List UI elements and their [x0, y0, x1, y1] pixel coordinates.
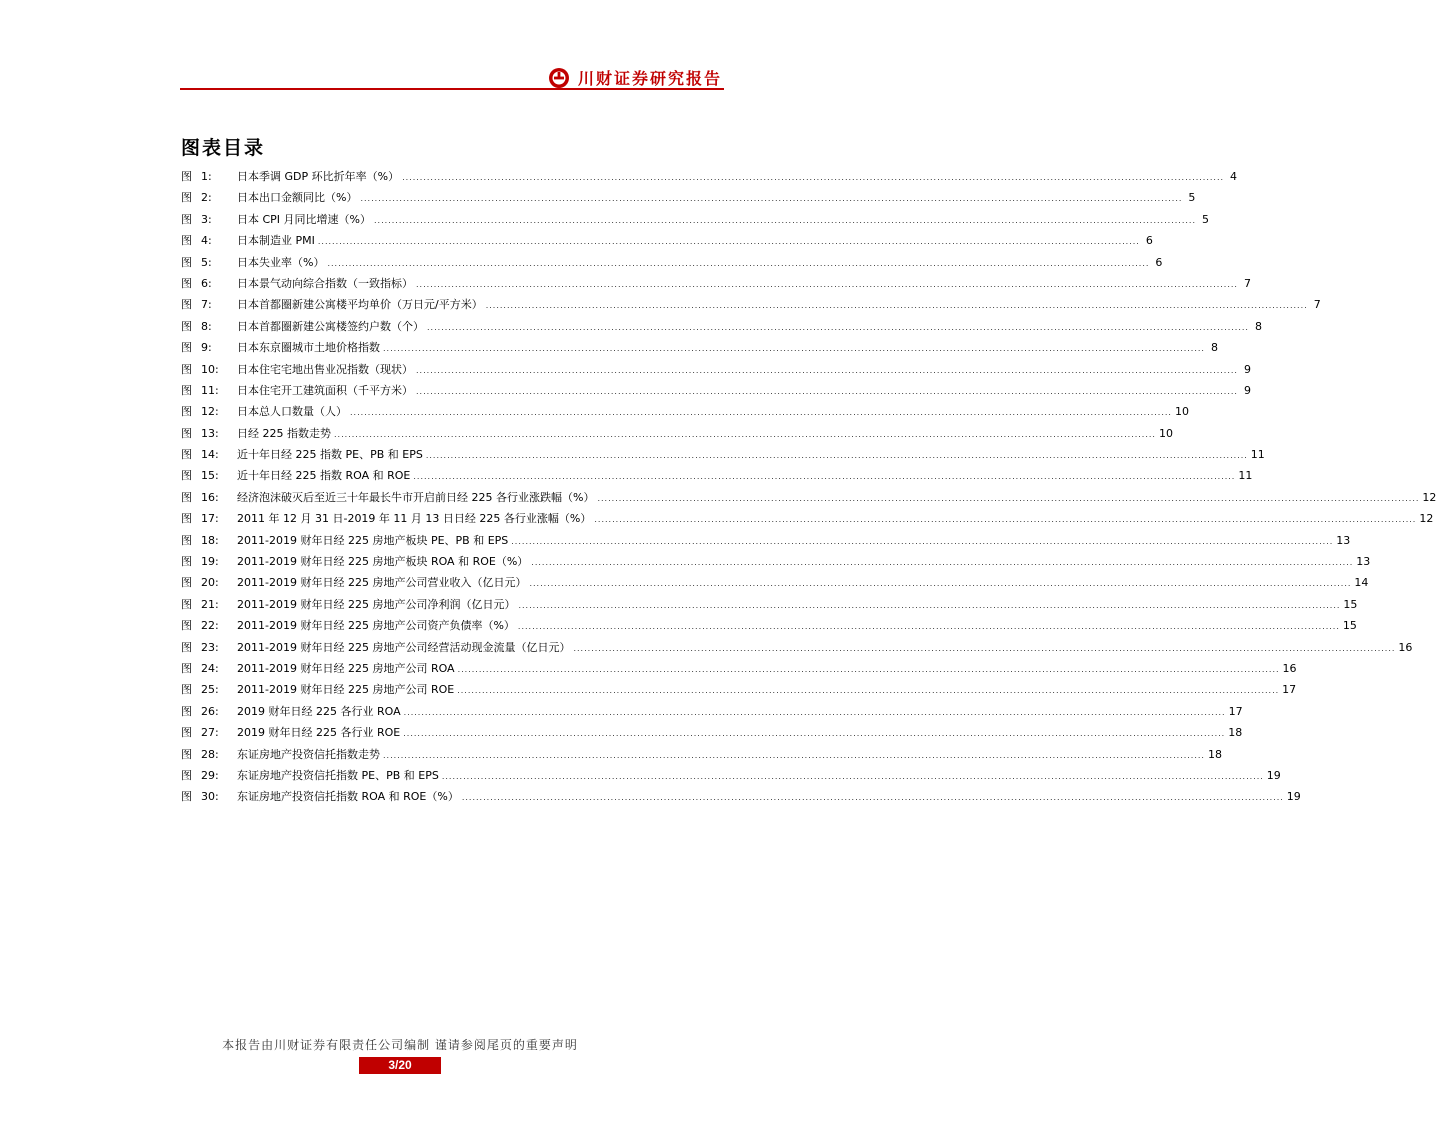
toc-entry-prefix — [181, 722, 237, 743]
toc-entry-leader-dots: ........................................................................................................................................................................................................................................ — [427, 322, 1249, 332]
toc-entry-number: 22: — [201, 619, 219, 633]
toc-entry-title: 2019 财年日经 225 各行业 ROE — [237, 726, 401, 740]
toc-entry-leader-dots: ........................................................................................................................................................................................................................................ — [517, 622, 1340, 632]
header-divider — [180, 88, 724, 90]
toc-entry-leader-dots: ........................................................................................................................................................................................................................................ — [327, 258, 1150, 268]
toc-entry-prefix — [181, 273, 237, 294]
toc-entry[interactable] — [181, 316, 1262, 337]
toc-entry[interactable] — [181, 615, 1357, 636]
toc-entry-prefix — [181, 658, 237, 679]
toc-entry-page-number: 9 — [1243, 383, 1251, 397]
toc-entry-leader-dots: ........................................................................................................................................................................................................................................ — [383, 344, 1205, 354]
toc-entry-prefix — [181, 187, 237, 208]
toc-entry[interactable] — [181, 679, 1297, 700]
toc-entry[interactable] — [181, 187, 1196, 208]
toc-entry-title: 日本失业率（%） — [237, 255, 325, 269]
toc-entry-title: 日本首都圈新建公寓楼签约户数（个） — [237, 319, 424, 333]
toc-entry-number: 5: — [201, 255, 212, 269]
toc-entry-figure-label: 图 — [181, 405, 192, 419]
toc-entry-figure-label: 图 — [181, 426, 192, 440]
toc-entry-leader-dots: ........................................................................................................................................................................................................................................ — [518, 600, 1341, 610]
toc-entry-leader-dots: ........................................................................................................................................................................................................................................ — [416, 365, 1238, 375]
toc-entry-figure-label: 图 — [181, 619, 192, 633]
toc-entry-prefix — [181, 444, 237, 465]
toc-entry-prefix — [181, 744, 237, 765]
toc-entry-figure-label: 图 — [181, 597, 192, 611]
toc-entry[interactable] — [181, 572, 1369, 593]
toc-entry-leader-dots: ........................................................................................................................................................................................................................................ — [573, 643, 1396, 653]
toc-entry-number: 28: — [201, 747, 219, 761]
toc-entry-title: 2011-2019 财年日经 225 房地产公司资产负债率（%） — [237, 619, 515, 633]
toc-entry[interactable] — [181, 487, 1436, 508]
toc-entry-prefix — [181, 701, 237, 722]
toc-entry-number: 11: — [201, 383, 219, 397]
page-header — [0, 0, 800, 100]
toc-entry-prefix — [181, 294, 237, 315]
toc-entry[interactable] — [181, 359, 1251, 380]
toc-entry-page-number: 9 — [1243, 362, 1251, 376]
toc-entry-leader-dots: ........................................................................................................................................................................................................................................ — [383, 750, 1205, 760]
toc-entry-page-number: 19 — [1266, 768, 1281, 782]
toc-entry-page-number: 19 — [1286, 790, 1301, 804]
toc-entry-figure-label: 图 — [181, 298, 192, 312]
toc-entry-title: 日本住宅开工建筑面积（千平方米） — [237, 383, 413, 397]
toc-entry[interactable] — [181, 508, 1434, 529]
toc-entry-title: 2011-2019 财年日经 225 房地产公司 ROE — [237, 683, 455, 697]
toc-entry-title: 东证房地产投资信托指数 ROA 和 ROE（%） — [237, 790, 459, 804]
toc-entry-figure-label: 图 — [181, 555, 192, 569]
toc-entry-title: 日本总人口数量（人） — [237, 405, 347, 419]
toc-entry-prefix — [181, 572, 237, 593]
toc-entry-title: 经济泡沫破灭后至近三十年最长牛市开启前日经 225 各行业涨跌幅（%） — [237, 490, 595, 504]
toc-entry-figure-label: 图 — [181, 640, 192, 654]
toc-entry-prefix — [181, 316, 237, 337]
toc-entry-number: 30: — [201, 790, 219, 804]
toc-entry-figure-label: 图 — [181, 191, 192, 205]
toc-entry[interactable] — [181, 765, 1281, 786]
toc-entry[interactable] — [181, 637, 1413, 658]
toc-entry-leader-dots: ........................................................................................................................................................................................................................................ — [511, 536, 1334, 546]
toc-entry-prefix — [181, 230, 237, 251]
toc-entry-title: 日本首都圈新建公寓楼平均单价（万日元/平方米） — [237, 298, 483, 312]
toc-entry-leader-dots: ........................................................................................................................................................................................................................................ — [413, 472, 1236, 482]
toc-entry-number: 23: — [201, 640, 219, 654]
toc-entry-prefix — [181, 637, 237, 658]
toc-entry-figure-label: 图 — [181, 747, 192, 761]
toc-entry-number: 26: — [201, 704, 219, 718]
chuancai-logo-icon — [548, 67, 570, 89]
toc-entry-leader-dots: ........................................................................................................................................................................................................................................ — [457, 686, 1280, 696]
toc-entry-prefix — [181, 487, 237, 508]
toc-entry-title: 2011 年 12 月 31 日-2019 年 11 月 13 日日经 225 各行业涨幅（%） — [237, 512, 592, 526]
page-number-badge: 3/20 — [359, 1057, 441, 1074]
toc-entry-leader-dots: ........................................................................................................................................................................................................................................ — [350, 408, 1172, 418]
toc-entry-number: 20: — [201, 576, 219, 590]
toc-entry-number: 17: — [201, 512, 219, 526]
toc-entry[interactable] — [181, 423, 1173, 444]
toc-entry-figure-label: 图 — [181, 661, 192, 675]
toc-entry[interactable] — [181, 744, 1222, 765]
toc-entry-prefix — [181, 166, 237, 187]
toc-entry-figure-label: 图 — [181, 383, 192, 397]
toc-entry-page-number: 17 — [1282, 683, 1297, 697]
toc-entry-title: 2011-2019 财年日经 225 房地产公司经营活动现金流量（亿日元） — [237, 640, 571, 654]
toc-entry-figure-label: 图 — [181, 319, 192, 333]
toc-entry[interactable] — [181, 337, 1218, 358]
toc-entry-number: 12: — [201, 405, 219, 419]
toc-entry-page-number: 8 — [1210, 341, 1218, 355]
toc-entry[interactable] — [181, 786, 1301, 807]
brand-name: 川财证券研究报告 — [577, 69, 722, 88]
toc-entry-figure-label: 图 — [181, 341, 192, 355]
toc-entry-page-number: 5 — [1188, 191, 1196, 205]
toc-entry-title: 东证房地产投资信托指数走势 — [237, 747, 380, 761]
toc-entry-page-number: 8 — [1254, 319, 1262, 333]
toc-entry-number: 25: — [201, 683, 219, 697]
toc-entry[interactable] — [181, 658, 1297, 679]
toc-entry-figure-label: 图 — [181, 276, 192, 290]
toc-entry-title: 2011-2019 财年日经 225 房地产板块 ROA 和 ROE（%） — [237, 555, 529, 569]
toc-entry-number: 14: — [201, 448, 219, 462]
toc-entry-page-number: 12 — [1422, 490, 1436, 504]
toc-entry[interactable] — [181, 594, 1358, 615]
toc-entry-page-number: 10 — [1158, 426, 1173, 440]
toc-entry-leader-dots: ........................................................................................................................................................................................................................................ — [416, 279, 1238, 289]
toc-entry-page-number: 18 — [1228, 726, 1243, 740]
toc-entry-page-number: 4 — [1230, 170, 1238, 183]
toc-entry-title: 2019 财年日经 225 各行业 ROA — [237, 704, 401, 718]
toc-entry-title: 近十年日经 225 指数 ROA 和 ROE — [237, 469, 411, 483]
toc-entry-number: 29: — [201, 768, 219, 782]
toc-entry[interactable] — [181, 294, 1321, 315]
toc-entry[interactable] — [181, 530, 1351, 551]
toc-entry-leader-dots: ........................................................................................................................................................................................................................................ — [317, 237, 1140, 247]
toc-entry-leader-dots: ........................................................................................................................................................................................................................................ — [441, 771, 1264, 781]
toc-entry[interactable] — [181, 230, 1153, 251]
toc-entry-number: 10: — [201, 362, 219, 376]
toc-entry-title: 东证房地产投资信托指数 PE、PB 和 EPS — [237, 768, 439, 782]
toc-entry-leader-dots: ........................................................................................................................................................................................................................................ — [374, 215, 1196, 225]
toc-entry-number: 8: — [201, 319, 212, 333]
toc-entry-figure-label: 图 — [181, 469, 192, 483]
toc-entry[interactable] — [181, 465, 1253, 486]
toc-entry[interactable] — [181, 380, 1251, 401]
toc-entry-figure-label: 图 — [181, 362, 192, 376]
toc-entry-leader-dots: ........................................................................................................................................................................................................................................ — [360, 194, 1183, 204]
toc-entry-prefix — [181, 786, 237, 807]
toc-entry-title: 2011-2019 财年日经 225 房地产公司 ROA — [237, 661, 455, 675]
toc-entry-title: 日本住宅宅地出售业况指数（现状） — [237, 362, 413, 376]
toc-entry[interactable] — [181, 166, 1238, 187]
toc-entry-leader-dots: ........................................................................................................................................................................................................................................ — [485, 301, 1308, 311]
toc-entry-page-number: 10 — [1174, 405, 1189, 419]
toc-entry-figure-label: 图 — [181, 704, 192, 718]
toc-entry-number: 15: — [201, 469, 219, 483]
toc-entry-page-number: 11 — [1250, 448, 1265, 462]
toc-entry-prefix — [181, 465, 237, 486]
toc-entry-prefix — [181, 508, 237, 529]
toc-entry-leader-dots: ........................................................................................................................................................................................................................................ — [597, 493, 1420, 503]
toc-entry[interactable] — [181, 209, 1209, 230]
toc-entry-prefix — [181, 530, 237, 551]
toc-entry-page-number: 11 — [1238, 469, 1253, 483]
toc-entry-leader-dots: ........................................................................................................................................................................................................................................ — [531, 558, 1354, 568]
toc-entry[interactable] — [181, 444, 1265, 465]
toc-entry-page-number: 7 — [1313, 298, 1321, 312]
toc-entry-number: 1: — [201, 170, 212, 183]
toc-entry-leader-dots: ........................................................................................................................................................................................................................................ — [461, 793, 1284, 803]
toc-entry-prefix — [181, 252, 237, 273]
toc-entry[interactable] — [181, 551, 1371, 572]
toc-entry-prefix — [181, 551, 237, 572]
toc-entry-prefix — [181, 337, 237, 358]
toc-entry-number: 24: — [201, 661, 219, 675]
toc-entry-figure-label: 图 — [181, 490, 192, 504]
toc-entry-title: 2011-2019 财年日经 225 房地产公司营业收入（亿日元） — [237, 576, 527, 590]
toc-entry-number: 9: — [201, 341, 212, 355]
footer-disclaimer: 本报告由川财证券有限责任公司编制 谨请参阅尾页的重要声明 — [222, 1038, 578, 1052]
toc-entry-page-number: 7 — [1243, 276, 1251, 290]
toc-entry[interactable] — [181, 273, 1251, 294]
toc-list — [181, 166, 1436, 808]
toc-entry[interactable] — [181, 252, 1163, 273]
toc-entry-prefix — [181, 423, 237, 444]
toc-entry-page-number: 14 — [1354, 576, 1369, 590]
toc-entry-leader-dots: ........................................................................................................................................................................................................................................ — [403, 729, 1226, 739]
toc-entry-figure-label: 图 — [181, 234, 192, 248]
toc-entry-title: 近十年日经 225 指数 PE、PB 和 EPS — [237, 448, 423, 462]
toc-entry-page-number: 15 — [1343, 597, 1358, 611]
toc-entry-title: 日本东京圈城市土地价格指数 — [237, 341, 380, 355]
toc-entry-figure-label: 图 — [181, 726, 192, 740]
toc-entry-figure-label: 图 — [181, 683, 192, 697]
toc-entry-title: 日经 225 指数走势 — [237, 426, 331, 440]
toc-entry-page-number: 17 — [1228, 704, 1243, 718]
toc-entry-prefix — [181, 615, 237, 636]
toc-entry-page-number: 12 — [1419, 512, 1434, 526]
toc-entry-number: 16: — [201, 490, 219, 504]
toc-entry-figure-label: 图 — [181, 255, 192, 269]
toc-entry-number: 2: — [201, 191, 212, 205]
toc-entry-number: 18: — [201, 533, 219, 547]
toc-entry-page-number: 6 — [1145, 234, 1153, 248]
toc-entry-number: 6: — [201, 276, 212, 290]
toc-entry-prefix — [181, 380, 237, 401]
toc-entry-prefix — [181, 359, 237, 380]
toc-entry-figure-label: 图 — [181, 533, 192, 547]
toc-entry-figure-label: 图 — [181, 448, 192, 462]
toc-entry-figure-label: 图 — [181, 768, 192, 782]
toc-entry[interactable] — [181, 722, 1243, 743]
toc-entry-number: 7: — [201, 298, 212, 312]
toc-entry-figure-label: 图 — [181, 512, 192, 526]
toc-entry-figure-label: 图 — [181, 576, 192, 590]
toc-entry-page-number: 5 — [1201, 212, 1209, 226]
toc-entry-figure-label: 图 — [181, 212, 192, 226]
toc-entry-page-number: 16 — [1282, 661, 1297, 675]
toc-entry-title: 日本景气动向综合指数（一致指标） — [237, 276, 413, 290]
toc-entry[interactable] — [181, 401, 1189, 422]
toc-entry-prefix — [181, 401, 237, 422]
toc-entry-number: 19: — [201, 555, 219, 569]
toc-title: 图表目录 — [181, 137, 266, 159]
toc-entry-page-number: 15 — [1342, 619, 1357, 633]
toc-entry-title: 日本出口金额同比（%） — [237, 191, 358, 205]
toc-entry-leader-dots: ........................................................................................................................................................................................................................................ — [457, 664, 1280, 674]
toc-entry-title: 日本制造业 PMI — [237, 234, 315, 248]
toc-entry-number: 4: — [201, 234, 212, 248]
toc-entry-leader-dots: ........................................................................................................................................................................................................................................ — [416, 386, 1238, 396]
toc-entry-title: 日本季调 GDP 环比折年率（%） — [237, 170, 400, 183]
toc-entry-leader-dots: ........................................................................................................................................................................................................................................ — [594, 515, 1417, 525]
toc-entry-page-number: 6 — [1155, 255, 1163, 269]
toc-entry-page-number: 16 — [1398, 640, 1413, 654]
toc-entry-page-number: 13 — [1356, 555, 1371, 569]
toc-entry-leader-dots: ........................................................................................................................................................................................................................................ — [403, 707, 1226, 717]
toc-entry-leader-dots: ........................................................................................................................................................................................................................................ — [529, 579, 1352, 589]
toc-entry-prefix — [181, 679, 237, 700]
toc-entry-figure-label: 图 — [181, 170, 192, 183]
toc-entry-prefix — [181, 209, 237, 230]
toc-entry-title: 2011-2019 财年日经 225 房地产板块 PE、PB 和 EPS — [237, 533, 509, 547]
toc-entry-figure-label: 图 — [181, 790, 192, 804]
toc-entry-leader-dots: ........................................................................................................................................................................................................................................ — [334, 429, 1156, 439]
toc-entry-title: 2011-2019 财年日经 225 房地产公司净利润（亿日元） — [237, 597, 516, 611]
toc-entry-page-number: 18 — [1207, 747, 1222, 761]
toc-entry-prefix — [181, 594, 237, 615]
toc-entry-prefix — [181, 765, 237, 786]
toc-entry-number: 13: — [201, 426, 219, 440]
toc-entry-number: 21: — [201, 597, 219, 611]
toc-entry-title: 日本 CPI 月同比增速（%） — [237, 212, 372, 226]
toc-entry-number: 27: — [201, 726, 219, 740]
toc-entry-leader-dots: ........................................................................................................................................................................................................................................ — [425, 451, 1248, 461]
brand — [548, 66, 722, 89]
toc-entry[interactable] — [181, 701, 1243, 722]
toc-entry-number: 3: — [201, 212, 212, 226]
toc-entry-page-number: 13 — [1336, 533, 1351, 547]
toc-entry-leader-dots: ........................................................................................................................................................................................................................................ — [402, 173, 1225, 182]
